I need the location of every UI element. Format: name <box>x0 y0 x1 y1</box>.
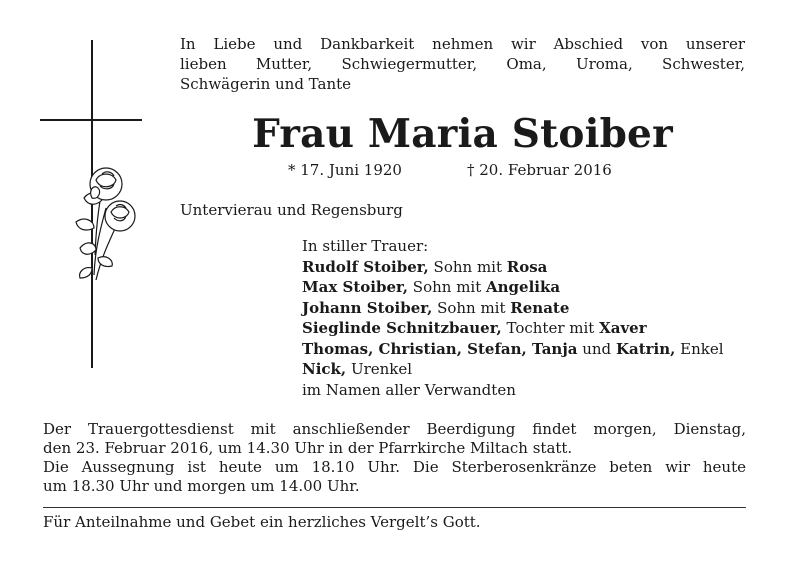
thanks-line: Für Anteilnahme und Gebet ein herzliches Vergelt’s Gott. <box>43 513 481 531</box>
mourner-relation: Tochter mit <box>501 319 600 337</box>
life-dates <box>180 161 745 183</box>
roses-icon <box>76 168 135 280</box>
great-grandchild-row <box>302 359 752 380</box>
death-date: † 20. Februar 2016 <box>467 161 612 179</box>
birth-date: * 17. Juni 1920 <box>288 161 402 179</box>
cross-with-roses-icon <box>40 40 180 370</box>
mourner-relation: Sohn mit <box>432 298 511 317</box>
intro-line: In Liebe und Dankbarkeit nehmen wir Abschied von unserer <box>180 35 745 53</box>
intro-line: lieben Mutter, Schwiegermutter, Oma, Uroma, Schwester, <box>180 55 745 73</box>
mourner-row <box>302 257 752 278</box>
intro-text <box>180 34 745 94</box>
divider <box>43 507 746 508</box>
great-grandchild-relation: Urenkel <box>346 360 413 378</box>
mourner-partner: Renate <box>510 298 570 317</box>
mourner-relation: Sohn mit <box>428 257 507 276</box>
mourner-partner: Angelika <box>486 278 561 296</box>
deceased-name: Frau Maria Stoiber <box>252 111 673 157</box>
mourner-row <box>302 298 752 319</box>
mourner-name: Max Stoiber, <box>302 278 409 296</box>
mourner-name: Sieglinde Schnitzbauer, <box>302 319 502 337</box>
funeral-service-info <box>43 420 746 496</box>
mourner-name: Rudolf Stoiber, <box>302 257 429 276</box>
mourner-row <box>302 318 752 339</box>
relatives-line: im Namen aller Verwandten <box>302 380 516 399</box>
grandchildren-row <box>302 339 752 360</box>
great-grandchild-name: Nick, <box>302 360 347 378</box>
mourner-row <box>302 277 752 298</box>
service-line: um 18.30 Uhr und morgen um 14.00 Uhr. <box>43 477 360 495</box>
mourners-heading: In stiller Trauer: <box>302 237 429 255</box>
grandchildren-names: Thomas, Christian, Stefan, Tanja <box>302 339 578 358</box>
grandchildren-last: Katrin, <box>615 339 676 358</box>
residence-place: Untervierau und Regensburg <box>180 201 403 219</box>
intro-line: Schwägerin und Tante <box>180 75 352 93</box>
mourner-name: Johann Stoiber, <box>302 298 433 317</box>
mourners-list <box>302 236 752 400</box>
service-line: den 23. Februar 2016, um 14.30 Uhr in der Pfarrkirche Miltach statt. <box>43 439 573 457</box>
mourner-relation: Sohn mit <box>408 278 487 296</box>
service-line: Der Trauergottesdienst mit anschließender Beerdigung findet morgen, Dienstag, <box>43 420 746 438</box>
grandchildren-and: und <box>577 339 616 358</box>
grandchildren-relation: Enkel <box>675 339 724 358</box>
mourner-partner: Rosa <box>506 257 548 276</box>
service-line: Die Aussegnung ist heute um 18.10 Uhr. Die Sterberosenkränze beten wir heute <box>43 458 746 476</box>
mourner-partner: Xaver <box>599 319 647 337</box>
